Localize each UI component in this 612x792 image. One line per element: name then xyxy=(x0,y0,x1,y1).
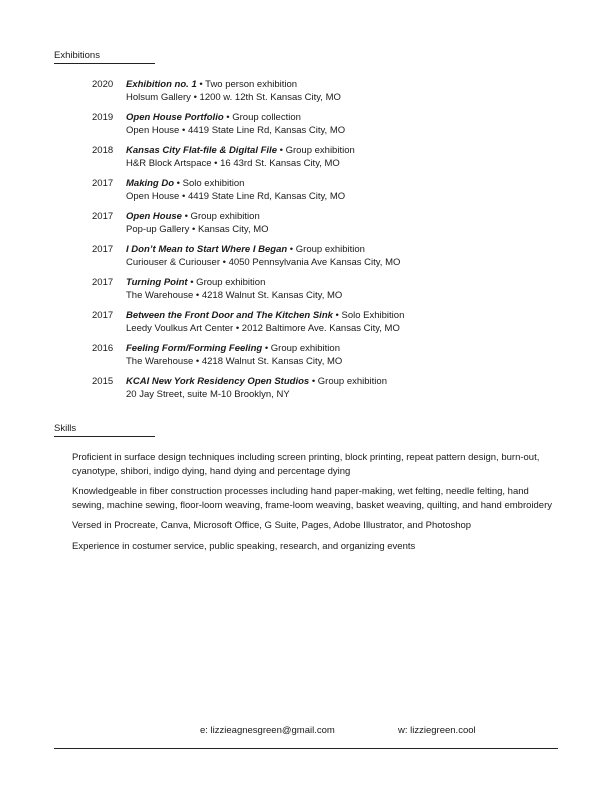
exhibition-item xyxy=(92,78,572,111)
exhibition-year: 2017 xyxy=(92,310,114,321)
exhibition-type: • Group collection xyxy=(223,112,301,123)
exhibition-year: 2020 xyxy=(92,79,114,90)
exhibitions-list xyxy=(92,78,572,408)
exhibition-type: • Group exhibition xyxy=(276,145,355,156)
exhibition-venue: 20 Jay Street, suite M-10 Brooklyn, NY xyxy=(126,389,290,400)
exhibition-venue: Open House • 4419 State Line Rd, Kansas City, MO xyxy=(126,125,346,136)
exhibition-type: • Group exhibition xyxy=(262,343,340,354)
exhibition-venue: H&R Block Artspace • 16 43rd St. Kansas City, MO xyxy=(126,158,340,169)
exhibition-title: Turning Point xyxy=(126,277,188,288)
exhibition-venue: The Warehouse • 4218 Walnut St. Kansas City, MO xyxy=(126,290,343,301)
exhibition-item xyxy=(92,210,572,243)
exhibition-item xyxy=(92,177,572,210)
skills-heading: Skills xyxy=(54,423,155,437)
exhibition-type: • Group exhibition xyxy=(181,211,260,222)
exhibition-year: 2017 xyxy=(92,277,114,288)
exhibition-year: 2017 xyxy=(92,211,114,222)
exhibition-title: KCAI New York Residency Open Studios xyxy=(126,376,310,387)
exhibition-title: Between the Front Door and The Kitchen Sink xyxy=(126,310,333,321)
exhibition-type: • Group exhibition xyxy=(287,244,365,255)
footer-website[interactable]: w: lizziegreen.cool xyxy=(398,725,476,736)
exhibition-venue: Holsum Gallery • 1200 w. 12th St. Kansas City, MO xyxy=(126,92,341,103)
skill-item: Knowledgeable in fiber construction processes including hand paper-making, wet felting, needle felting, hand sewing, machine sewing, floor-loom weaving, frame-loom weaving, basket weaving, quilting, and hand embroidery xyxy=(72,486,552,511)
exhibition-year: 2018 xyxy=(92,145,114,156)
exhibition-year: 2017 xyxy=(92,244,114,255)
skill-item: Experience in costumer service, public speaking, research, and organizing events xyxy=(72,540,416,552)
exhibition-item xyxy=(92,243,572,276)
exhibition-venue: Open House • 4419 State Line Rd, Kansas City, MO xyxy=(126,191,346,202)
exhibition-venue: Curiouser & Curiouser • 4050 Pennsylvania Ave Kansas City, MO xyxy=(126,257,401,268)
exhibition-title: Open House Portfolio xyxy=(126,112,224,123)
exhibition-title: Exhibition no. 1 xyxy=(126,79,197,90)
exhibition-title: Open House xyxy=(126,211,182,222)
exhibition-title: I Don’t Mean to Start Where I Began xyxy=(126,244,288,255)
exhibitions-heading: Exhibitions xyxy=(54,50,155,64)
footer-divider xyxy=(54,748,558,749)
exhibition-year: 2016 xyxy=(92,343,114,354)
exhibition-year: 2019 xyxy=(92,112,114,123)
exhibition-item xyxy=(92,111,572,144)
exhibition-type: • Solo exhibition xyxy=(174,178,245,189)
skills-list xyxy=(72,451,552,560)
exhibition-year: 2017 xyxy=(92,178,114,189)
exhibition-item xyxy=(92,342,572,375)
exhibition-venue: The Warehouse • 4218 Walnut St. Kansas City, MO xyxy=(126,356,343,367)
skill-item: Proficient in surface design techniques including screen printing, block printing, repeat pattern design, burn-out, cyanotype, shibori, indigo dying, hand dying and percentage dying xyxy=(72,452,540,477)
exhibition-item xyxy=(92,276,572,309)
exhibition-type: • Group exhibition xyxy=(309,376,387,387)
exhibition-year: 2015 xyxy=(92,376,114,387)
exhibition-venue: Pop-up Gallery • Kansas City, MO xyxy=(126,224,269,235)
exhibition-title: Making Do xyxy=(126,178,175,189)
exhibition-item xyxy=(92,375,572,408)
exhibition-title: Feeling Form/Forming Feeling xyxy=(126,343,263,354)
exhibition-title: Kansas City Flat-file & Digital File xyxy=(126,145,277,156)
exhibition-type: • Group exhibition xyxy=(187,277,266,288)
exhibition-type: • Solo Exhibition xyxy=(332,310,405,321)
exhibition-venue: Leedy Voulkus Art Center • 2012 Baltimore Ave. Kansas City, MO xyxy=(126,323,400,334)
exhibition-type: • Two person exhibition xyxy=(196,79,298,90)
skill-item: Versed in Procreate, Canva, Microsoft Office, G Suite, Pages, Adobe Illustrator, and Photoshop xyxy=(72,520,472,531)
footer-email[interactable]: e: lizzieagnesgreen@gmail.com xyxy=(200,725,335,736)
exhibition-item xyxy=(92,309,572,342)
exhibition-item xyxy=(92,144,572,177)
